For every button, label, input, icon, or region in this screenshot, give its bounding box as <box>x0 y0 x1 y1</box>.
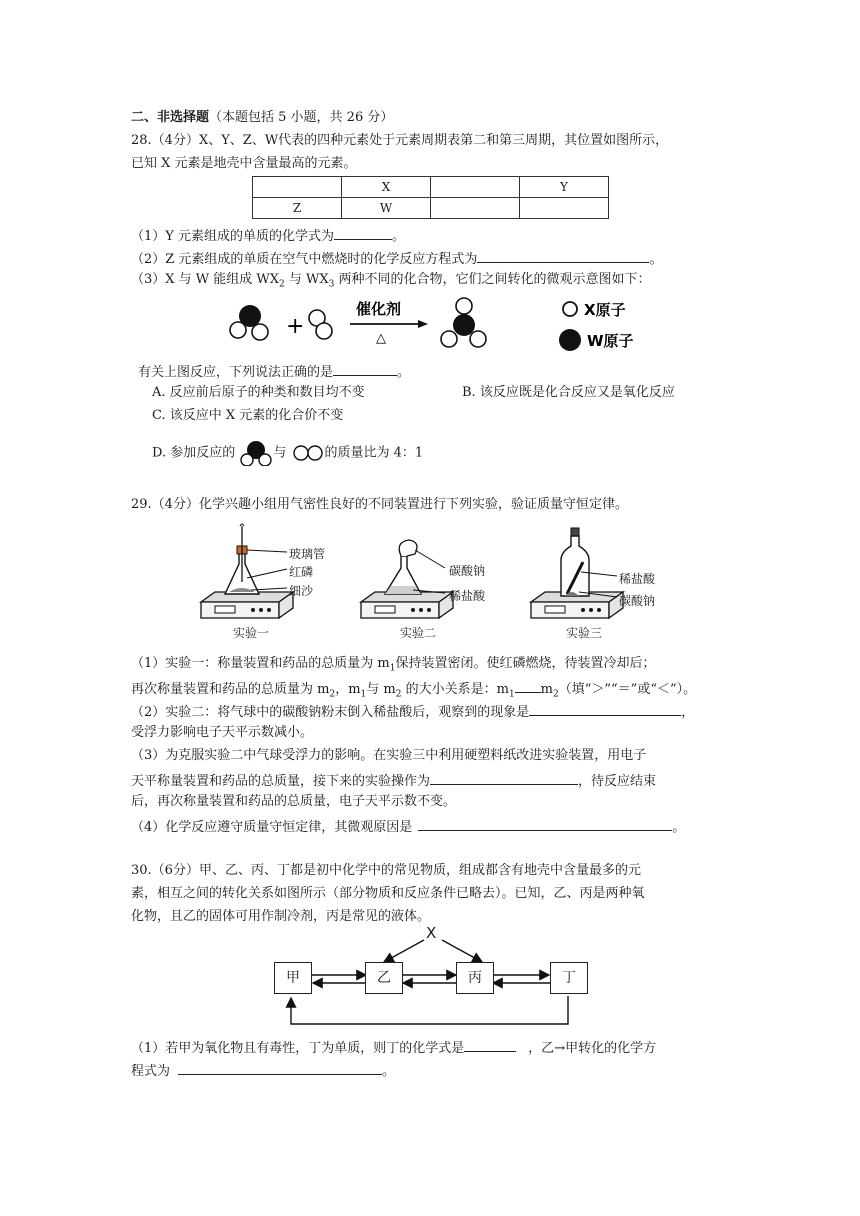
table-row <box>253 198 609 219</box>
node-bing: 丙 <box>456 962 494 994</box>
wx2-molecule-icon <box>230 305 268 340</box>
catalyst-label: 催化剂 <box>356 300 402 318</box>
q29-line1: 29.（4分）化学兴趣小组用气密性良好的不同装置进行下列实验，验证质量守恒定律。 <box>131 497 628 512</box>
q28-part1-text: （1）Y 元素组成的单质的化学式为 <box>131 229 334 244</box>
q28-part3-c: 与 WX <box>284 272 329 287</box>
exp1-label-red-phosphorus: 红磷 <box>289 565 314 579</box>
exp3-label-dilute-hcl: 稀盐酸 <box>619 572 656 586</box>
subscript: 1 <box>508 689 515 700</box>
section-header <box>131 109 393 127</box>
q28-part1-end: 。 <box>392 229 406 244</box>
q29-part2-line1 <box>131 701 694 722</box>
node-jia: 甲 <box>274 962 312 994</box>
answer-blank[interactable] <box>430 770 578 785</box>
q28-part3-a: （3）X 与 W 能组成 WX <box>131 272 280 287</box>
subscript: 2 <box>329 689 336 700</box>
answer-blank[interactable] <box>515 678 541 693</box>
subscript: 2 <box>553 689 559 700</box>
exp3-label-sodium-carbonate: 碳酸钠 <box>619 594 656 608</box>
experiment-1-apparatus <box>195 522 345 624</box>
q28-question-end: 。 <box>397 365 411 380</box>
answer-blank[interactable] <box>334 225 392 240</box>
heat-symbol: △ <box>376 331 386 346</box>
node-yi: 乙 <box>365 962 403 994</box>
legend-x-label: X原子 <box>584 301 626 319</box>
exp3-caption: 实验三 <box>566 626 603 640</box>
plus-sign: + <box>286 314 305 339</box>
q29-part4 <box>131 816 685 837</box>
q30-part1-text: （1）若甲为氧化物且有毒性，丁为单质，则丁的化学式是 <box>131 1041 465 1056</box>
subscript: 2 <box>279 279 285 290</box>
periodic-table-fragment <box>252 176 609 219</box>
q29-part1-text: （1）实验一：称量装置和药品的总质量为 m <box>131 656 390 671</box>
q29-part1-end: 保持装置密闭。使红磷燃烧，待装置冷却后； <box>395 656 656 671</box>
exp2-label-sodium-carbonate: 碳酸钠 <box>449 564 486 578</box>
q29-part2-end: ， <box>681 705 695 720</box>
option-d-text1: D. 参加反应的 <box>152 445 236 461</box>
q29-part2-text: （2）实验二：将气球中的碳酸钠粉末倒入稀盐酸后，观察到的现象是 <box>131 705 530 720</box>
table-cell <box>431 177 520 198</box>
q30-part1-line2 <box>131 1060 395 1081</box>
option-d-text3: 的质量比为 4：1 <box>324 445 424 461</box>
table-row <box>253 177 609 198</box>
q28-part2-text: （2）Z 元素组成的单质在空气中燃烧时的化学反应方程式为 <box>131 252 478 267</box>
q29-part4-end: 。 <box>672 820 686 835</box>
wx3-molecule-icon <box>441 298 486 347</box>
q29-part1-line2-text: m <box>540 682 553 697</box>
table-cell: X <box>342 177 431 198</box>
section-title: 二、非选择题 <box>131 110 210 125</box>
exp1-label-glass-tube: 玻璃管 <box>289 547 326 561</box>
answer-blank[interactable] <box>477 248 649 263</box>
q29-part2-line2: 受浮力影响电子天平示数减小。 <box>131 725 314 740</box>
legend-w-label: W原子 <box>587 332 634 350</box>
q29-part3-line1: （3）为克服实验二中气球受浮力的影响。在实验三中利用硬塑料纸改进实验装置，用电子 <box>131 748 647 763</box>
table-cell <box>253 177 342 198</box>
q29-part1-line2-end: （填“＞”“＝”或“＜”）。 <box>558 682 697 697</box>
exp2-label-dilute-hcl: 稀盐酸 <box>449 589 486 603</box>
q28-question-text: 有关上图反应，下列说法正确的是 <box>138 365 334 380</box>
x2-molecule-icon <box>291 443 325 463</box>
w-atom-icon <box>559 329 581 351</box>
q28-part1 <box>131 225 405 246</box>
option-d-text2: 与 <box>273 445 287 461</box>
option-b[interactable]: B. 该反应既是化合反应又是氧化反应 <box>462 385 675 400</box>
subscript: 2 <box>395 689 402 700</box>
q29-part3-line2 <box>131 770 656 791</box>
q30-part1-line2-end: 。 <box>382 1064 396 1079</box>
table-cell <box>520 198 609 219</box>
option-c[interactable]: C. 该反应中 X 元素的化合价不变 <box>152 408 344 423</box>
q30-part1-line1 <box>131 1037 656 1058</box>
q29-part1-line2-text: 再次称量装置和药品的总质量为 m <box>131 682 330 697</box>
exp2-caption: 实验二 <box>400 626 437 640</box>
q28-line2: 已知 X 元素是地壳中含量最高的元素。 <box>131 156 357 171</box>
arrow-head-icon <box>418 320 428 328</box>
table-cell: W <box>342 198 431 219</box>
q28-line1: 28.（4分）X、Y、Z、W代表的四种元素处于元素周期表第二和第三周期，其位置如图所示， <box>131 133 669 148</box>
exp1-label-sand: 细沙 <box>289 584 314 598</box>
answer-blank[interactable] <box>464 1037 516 1052</box>
q29-part1-line2 <box>131 678 696 704</box>
q28-part3-e: 两种不同的化合物，它们之间转化的微观示意图如下： <box>334 272 651 287</box>
q30-line1: 30.（6分）甲、乙、丙、丁都是初中化学中的常见物质，组成都含有地壳中含量最多的元 <box>131 863 641 878</box>
experiment-2-apparatus <box>355 538 505 624</box>
answer-blank[interactable] <box>333 361 397 376</box>
node-x: X <box>426 924 437 942</box>
section-note: （本题包括 5 小题，共 26 分） <box>209 110 394 125</box>
q29-part3-text: 天平称量装置和药品的总质量，接下来的实验操作为 <box>131 774 431 789</box>
q29-part1-line2-text: 与 m <box>366 682 396 697</box>
q28-question <box>138 361 410 382</box>
q30-part1-line2-text: 程式为 <box>131 1064 171 1079</box>
exp1-caption: 实验一 <box>233 626 270 640</box>
table-cell <box>431 198 520 219</box>
q30-part1-end: ，乙→甲转化的化学方 <box>528 1041 657 1056</box>
subscript: 1 <box>360 689 367 700</box>
q28-part2 <box>131 248 662 269</box>
q29-part4-text: （4）化学反应遵守质量守恒定律，其微观原因是 <box>131 820 413 835</box>
option-d[interactable] <box>152 440 423 466</box>
subscript: 3 <box>328 279 335 290</box>
answer-blank[interactable] <box>418 816 672 831</box>
q29-part3-end: ，待反应结束 <box>578 774 657 789</box>
q29-part1-line2-text: 的大小关系是：m <box>401 682 509 697</box>
q28-part2-end: 。 <box>649 252 663 267</box>
table-cell: Z <box>253 198 342 219</box>
x2-molecule-icon <box>309 310 332 339</box>
option-a[interactable]: A. 反应前后原子的种类和数目均不变 <box>152 385 365 400</box>
q30-line3: 化物，且乙的固体可用作制冷剂，丙是常见的液体。 <box>131 909 431 924</box>
answer-blank[interactable] <box>529 701 681 716</box>
table-cell: Y <box>520 177 609 198</box>
x-atom-icon <box>563 302 577 316</box>
answer-blank[interactable] <box>178 1060 382 1075</box>
q30-line2: 素，相互之间的转化关系如图所示（部分物质和反应条件已略去）。已知，乙、丙是两种氧 <box>131 886 645 901</box>
reaction-diagram <box>220 292 660 360</box>
subscript: 1 <box>389 663 396 674</box>
q29-part1-line2-text: ，m <box>335 682 361 697</box>
q29-part1-line1 <box>131 655 655 678</box>
node-ding: 丁 <box>550 962 588 994</box>
q28-part3 <box>131 271 651 294</box>
wx2-molecule-icon <box>239 440 273 466</box>
q29-part3-line3: 后，再次称量装置和药品的总质量，电子天平示数不变。 <box>131 794 457 809</box>
